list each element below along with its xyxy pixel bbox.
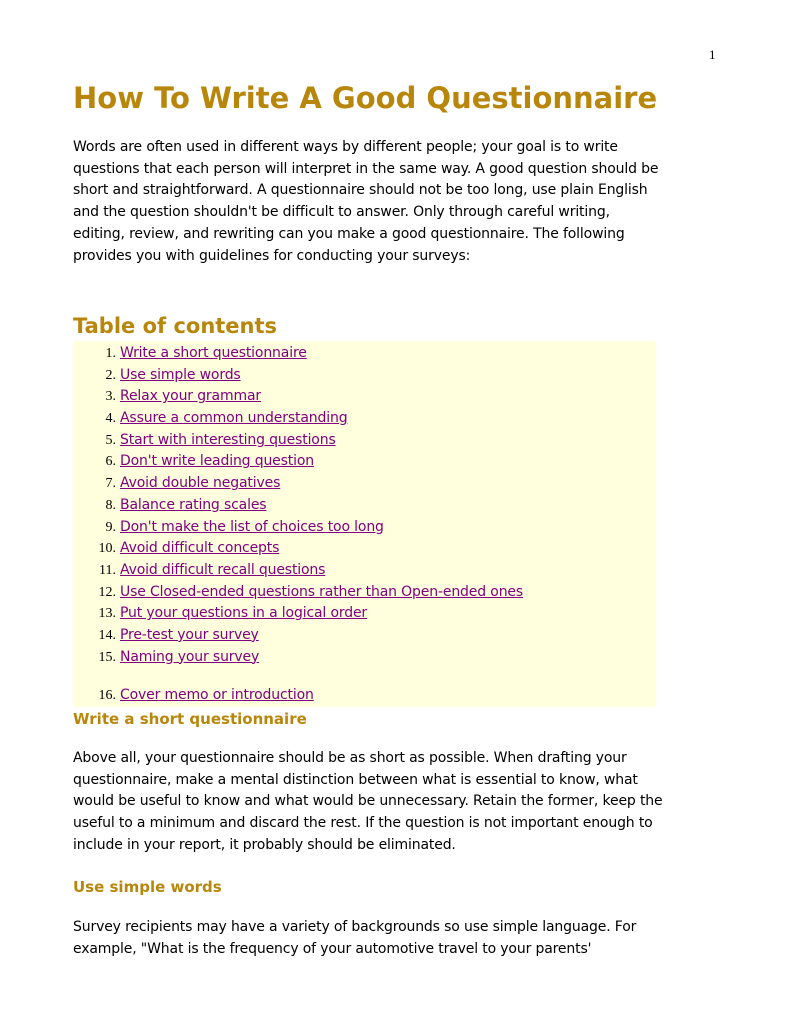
section-heading-write-a-short-questionnaire: Write a short questionnaire [73, 710, 307, 728]
toc-link-avoid-difficult-concepts[interactable]: Avoid difficult concepts [120, 540, 280, 557]
toc-item-number: 9. [105, 519, 116, 535]
section-body-use-simple-words: Survey recipients may have a variety of backgrounds so use simple language. For example, "What is the frequency of your automotive travel to your parents' [73, 919, 637, 957]
toc-item-number: 2. [105, 367, 116, 383]
toc-link-balance-rating-scales[interactable]: Balance rating scales [120, 496, 267, 513]
toc-link-write-a-short-questionnaire[interactable]: Write a short questionnaire [120, 345, 307, 361]
toc-item [73, 560, 655, 582]
toc-item-number: 4. [105, 411, 116, 427]
toc-item-number: 6. [105, 454, 116, 470]
toc-item-number: 12. [98, 584, 116, 600]
toc-item-number: 3. [105, 389, 116, 405]
toc-item-number: 5. [105, 432, 116, 448]
toc-link-use-simple-words[interactable]: Use simple words [120, 366, 241, 383]
toc-link-pre-test-your-survey[interactable]: Pre-test your survey [120, 626, 259, 643]
toc-item-number: 7. [105, 476, 116, 492]
toc-link-assure-common-understanding[interactable]: Assure a common understanding [120, 410, 348, 427]
toc-item-number: 10. [98, 541, 116, 557]
toc-heading: Table of contents [73, 314, 278, 338]
toc-link-dont-make-list-too-long[interactable]: Don't make the list of choices too long [120, 518, 384, 535]
toc-item [73, 473, 655, 495]
toc-item [73, 582, 655, 604]
toc-item [73, 386, 655, 408]
toc-item-number: 14. [98, 627, 116, 643]
toc-link-start-with-interesting-questions[interactable]: Start with interesting questions [120, 431, 336, 448]
toc-list [73, 341, 655, 707]
toc-item [73, 365, 655, 387]
toc-item [73, 625, 655, 647]
section-heading-use-simple-words: Use simple words [73, 878, 222, 896]
toc-link-put-questions-in-logical-order[interactable]: Put your questions in a logical order [120, 605, 368, 622]
table-of-contents [73, 341, 655, 707]
toc-item [73, 408, 655, 430]
toc-item-number: 1. [105, 346, 116, 361]
page-title: How To Write A Good Questionnaire [73, 81, 658, 115]
toc-item [73, 451, 655, 473]
section-body-write-a-short-questionnaire: Above all, your questionnaire should be as short as possible. When drafting your questionnaire, make a mental distinction between what is essential to know, what would be useful to know and what would be unnecessary. Retain the former, keep the useful to a minimum and discard the rest. If the question is not important enough to include in your report, it probably should be eliminated. [73, 750, 663, 853]
toc-item [73, 343, 655, 365]
toc-link-cover-memo-or-introduction[interactable]: Cover memo or introduction [120, 686, 314, 703]
toc-item-number: 13. [98, 606, 116, 622]
toc-item-number: 11. [99, 562, 116, 578]
intro-paragraph: Words are often used in different ways by different people; your goal is to write questions that each person will interpret in the same way. A good question should be short and straightforward. A questionnaire should not be too long, use plain English and the question shouldn't be difficult to answer. Only through careful writing, editing, review, and rewriting can you make a good questionnaire. The following provides you with guidelines for conducting your surveys: [73, 139, 659, 264]
toc-link-avoid-double-negatives[interactable]: Avoid double negatives [120, 475, 281, 492]
toc-item [73, 495, 655, 517]
toc-item [73, 647, 655, 669]
toc-link-dont-write-leading-question[interactable]: Don't write leading question [120, 453, 315, 470]
toc-item [73, 430, 655, 452]
toc-item [73, 538, 655, 560]
toc-item [73, 685, 655, 707]
page-number: 1 [709, 47, 716, 62]
toc-item [73, 603, 655, 625]
toc-item-number: 8. [105, 497, 116, 513]
toc-item-number: 15. [98, 649, 116, 665]
toc-link-avoid-difficult-recall-questions[interactable]: Avoid difficult recall questions [120, 561, 326, 578]
toc-item-number: 16. [98, 687, 116, 703]
toc-link-relax-your-grammar[interactable]: Relax your grammar [120, 388, 261, 405]
toc-link-use-closed-ended-questions[interactable]: Use Closed-ended questions rather than Open-ended ones [120, 583, 524, 600]
toc-item [73, 517, 655, 539]
toc-link-naming-your-survey[interactable]: Naming your survey [120, 648, 260, 665]
